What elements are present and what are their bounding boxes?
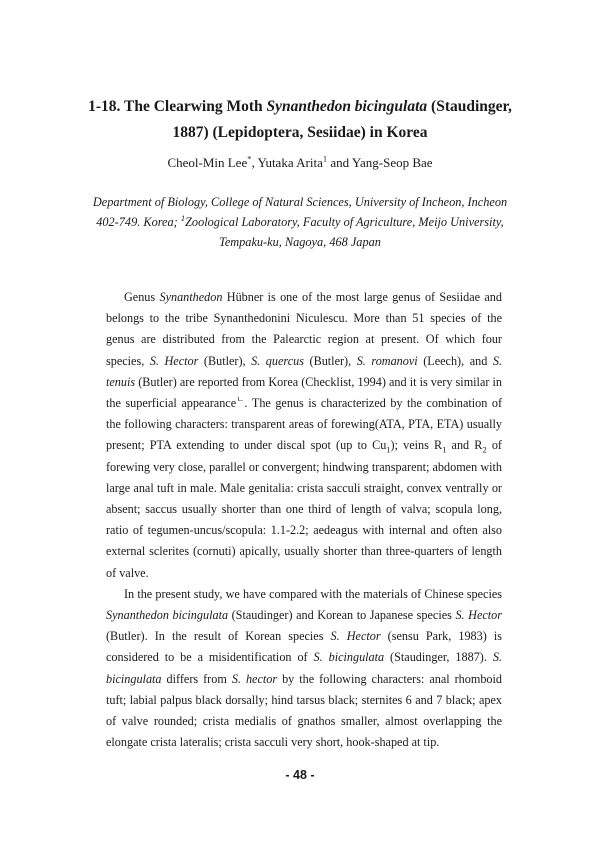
text-run: and R [446, 438, 483, 453]
author-2-mark: 1 [322, 153, 328, 164]
affiliation-line-3: Tempaku-ku, Nagoya, 468 Japan [219, 235, 381, 249]
genus-name: Synanthedon [159, 290, 223, 304]
species-name: S. bicingulata [313, 650, 385, 665]
paragraph-1 [106, 287, 502, 584]
species-name: S. bicingulata [106, 650, 502, 686]
subscript: 2 [482, 444, 487, 455]
title-species: Synanthedon bicingulata [266, 98, 428, 115]
title-suffix: (Staudinger, [427, 98, 512, 115]
author-2: , Yutaka Arita [251, 155, 323, 170]
species-name: S. Hector [330, 629, 381, 644]
author-list [80, 154, 520, 172]
text-run: (sensu Park, 1983) is considered to be a misidentification of [106, 629, 503, 665]
text-run: Genus [124, 290, 160, 304]
paper-title [80, 94, 520, 146]
text-run: . The genus is characterized by the combination of the following characters: transparent areas of forewing(ATA, PTA, ETA) usually present; PTA extending to under discal spot (up to Cu [106, 396, 502, 453]
species-name: S. hector [231, 671, 278, 686]
affiliation-mark: 1 [180, 212, 186, 223]
text-run: of forewing very close, parallel or convergent; hindwing transparent; abdomen with large anal tuft in male. Male genitalia: crista sacculi straight, convex ventrally or absent; saccus usually shorter than one third of length of valva; scopula long, ratio of tegumen-uncus/scopula: 1.1-2.2; aedeagus with internal and often also external sclerites (cornuti) apically, usually shorter than three-quarters of length of valve. [106, 438, 502, 580]
text-run: ); veins R [390, 438, 443, 453]
text-run: (Leech), and [417, 353, 493, 368]
subscript: 1 [386, 444, 391, 455]
subscript: 1 [442, 444, 447, 455]
text-run: Hübner is one of the most large genus of Sesiidae and belongs to the tribe Synanthedonini Niculescu. More than 51 species of the genus are distributed from the Palearctic region at present. Of which four species, [106, 290, 502, 368]
species-name: S. Hector [455, 608, 502, 623]
text-run: (Butler), [303, 353, 357, 368]
species-name: S. Hector [149, 353, 199, 368]
body-text [106, 287, 502, 753]
title-prefix: 1-18. The Clearwing Moth [88, 98, 267, 115]
page-number: - 48 - [285, 768, 315, 782]
text-run: differs from [161, 671, 232, 686]
affiliation-line-2b: Zoological Laboratory, Faculty of Agriculture, Meijo University, [185, 215, 504, 229]
species-name: S. romanovi [356, 353, 418, 368]
text-run: (Butler). In the result of Korean species [106, 629, 331, 644]
affiliation-line-2a: 402-749. Korea; [96, 215, 181, 229]
text-run: by the following characters: anal rhomboid tuft; labial palpus black dorsally; hind tarsus black; sternites 6 and 7 black; apex of valve rounded; crista medialis of gnathos smaller, almost overlapping the elongate crista lateralis; crista sacculi very short, hook-shaped at tip. [106, 671, 503, 750]
species-name: S. quercus [251, 353, 304, 368]
author-1: Cheol-Min Lee [167, 155, 248, 170]
text-run: (Butler), [198, 353, 252, 368]
species-name: Synanthedon bicingulata [106, 608, 229, 623]
title-line2: 1887) (Lepidoptera, Sesiidae) in Korea [172, 124, 428, 141]
affiliation-line-1: Department of Biology, College of Natural Sciences, University of Incheon, Incheon [92, 195, 508, 209]
author-1-mark: * [247, 153, 252, 164]
affiliations [92, 192, 508, 252]
text-run: In the present study, we have compared with the materials of Chinese species [124, 586, 502, 601]
reference-mark: ㄴ [236, 393, 245, 404]
text-run: (Staudinger, 1887). [384, 650, 493, 665]
text-run: (Butler) are reported from Korea (Checklist, 1994) and it is very similar in the superficial appearance [106, 374, 502, 411]
author-3: and Yang-Seop Bae [327, 155, 433, 170]
paragraph-2 [106, 584, 502, 754]
text-run: (Staudinger) and Korean to Japanese species [228, 608, 456, 623]
species-name: S. tenuis [106, 353, 503, 389]
